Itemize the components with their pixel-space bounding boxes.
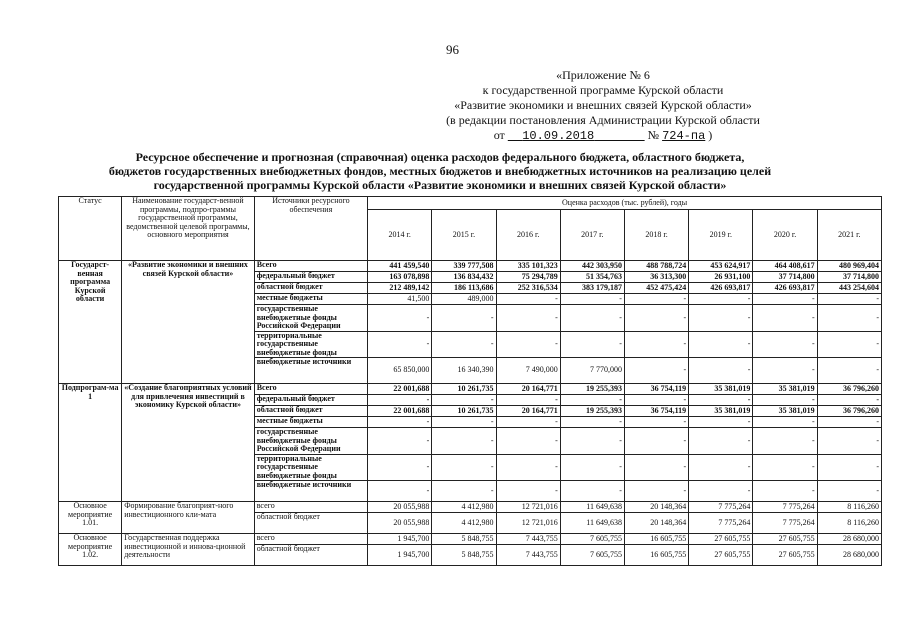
heading-line-2: бюджетов государственных внебюджетных фондов, местных бюджетов и внебюджетных источников на реализацию целей bbox=[108, 164, 772, 178]
value-cell: - bbox=[753, 417, 817, 428]
value-cell: 7 605,755 bbox=[560, 534, 624, 545]
header-year: 2020 г. bbox=[753, 210, 817, 261]
source-cell: территориальные государственные внебюджетные фонды bbox=[254, 331, 367, 358]
value-cell: - bbox=[496, 331, 560, 358]
heading-line-3: государственной программы Курской области «Развитие экономики и внешних связей Курской области» bbox=[153, 178, 727, 192]
appendix-decree-line bbox=[393, 128, 813, 144]
value-cell: - bbox=[432, 331, 496, 358]
value-cell: 16 605,755 bbox=[624, 545, 688, 566]
value-cell: 339 777,508 bbox=[432, 261, 496, 272]
value-cell: 20 055,988 bbox=[368, 502, 432, 513]
row-name: «Создание благоприятных условий для привлечения инвестиций в экономику Курской области» bbox=[122, 384, 254, 502]
row-name: Государственная поддержка инвестиционной и иннова-ционной деятельности bbox=[122, 534, 254, 566]
value-cell: - bbox=[689, 395, 753, 406]
value-cell: 16 605,755 bbox=[624, 534, 688, 545]
source-cell: внебюджетные источники bbox=[254, 481, 367, 502]
value-cell: 7 443,755 bbox=[496, 534, 560, 545]
value-cell: 20 148,364 bbox=[624, 502, 688, 513]
table-row bbox=[59, 502, 882, 513]
value-cell: 12 721,016 bbox=[496, 502, 560, 513]
source-cell: федеральный бюджет bbox=[254, 272, 367, 283]
appendix-line-2: к государственной программе Курской области bbox=[482, 83, 724, 97]
value-cell: - bbox=[817, 454, 881, 481]
value-cell: 480 969,404 bbox=[817, 261, 881, 272]
source-cell: всего bbox=[254, 502, 367, 513]
value-cell: 426 693,817 bbox=[753, 283, 817, 294]
header-year: 2014 г. bbox=[368, 210, 432, 261]
value-cell: 35 381,019 bbox=[753, 384, 817, 395]
value-cell: - bbox=[817, 428, 881, 455]
from-label: от bbox=[493, 128, 505, 142]
source-cell: всего bbox=[254, 534, 367, 545]
value-cell: 452 475,424 bbox=[624, 283, 688, 294]
value-cell: - bbox=[624, 305, 688, 332]
value-cell: - bbox=[432, 395, 496, 406]
document-heading bbox=[60, 150, 820, 192]
value-cell: 35 381,019 bbox=[753, 406, 817, 417]
value-cell: 4 412,980 bbox=[432, 502, 496, 513]
value-cell: 36 313,300 bbox=[624, 272, 688, 283]
value-cell: - bbox=[560, 481, 624, 502]
value-cell: - bbox=[496, 454, 560, 481]
header-year: 2021 г. bbox=[817, 210, 881, 261]
value-cell: - bbox=[689, 294, 753, 305]
value-cell: 7 770,000 bbox=[560, 358, 624, 384]
value-cell: - bbox=[368, 417, 432, 428]
value-cell: - bbox=[560, 417, 624, 428]
value-cell: - bbox=[432, 481, 496, 502]
value-cell: 4 412,980 bbox=[432, 513, 496, 534]
value-cell: 11 649,638 bbox=[560, 502, 624, 513]
value-cell: 12 721,016 bbox=[496, 513, 560, 534]
value-cell: 35 381,019 bbox=[689, 384, 753, 395]
value-cell: - bbox=[368, 395, 432, 406]
value-cell: - bbox=[624, 294, 688, 305]
value-cell: 27 605,755 bbox=[753, 534, 817, 545]
value-cell: 8 116,260 bbox=[817, 513, 881, 534]
value-cell: 26 931,100 bbox=[689, 272, 753, 283]
value-cell: - bbox=[496, 294, 560, 305]
value-cell: - bbox=[753, 481, 817, 502]
value-cell: 1 945,700 bbox=[368, 534, 432, 545]
resource-table bbox=[58, 196, 882, 566]
value-cell: - bbox=[817, 294, 881, 305]
value-cell: - bbox=[560, 331, 624, 358]
decree-close: ) bbox=[708, 128, 713, 142]
value-cell: 10 261,735 bbox=[432, 384, 496, 395]
header-year: 2016 г. bbox=[496, 210, 560, 261]
value-cell: 335 101,323 bbox=[496, 261, 560, 272]
value-cell: - bbox=[624, 417, 688, 428]
value-cell: 22 001,688 bbox=[368, 384, 432, 395]
value-cell: 489,000 bbox=[432, 294, 496, 305]
value-cell: - bbox=[817, 481, 881, 502]
value-cell: 20 164,771 bbox=[496, 406, 560, 417]
value-cell: 136 834,432 bbox=[432, 272, 496, 283]
value-cell: - bbox=[432, 428, 496, 455]
value-cell: 7 605,755 bbox=[560, 545, 624, 566]
value-cell: 27 605,755 bbox=[689, 534, 753, 545]
value-cell: - bbox=[753, 358, 817, 384]
value-cell: 20 055,988 bbox=[368, 513, 432, 534]
value-cell: - bbox=[817, 395, 881, 406]
source-cell: Всего bbox=[254, 384, 367, 395]
value-cell: 11 649,638 bbox=[560, 513, 624, 534]
value-cell: 75 294,789 bbox=[496, 272, 560, 283]
value-cell: 7 775,264 bbox=[753, 502, 817, 513]
value-cell: 5 848,755 bbox=[432, 545, 496, 566]
value-cell: 443 254,604 bbox=[817, 283, 881, 294]
value-cell: - bbox=[817, 305, 881, 332]
value-cell: 19 255,393 bbox=[560, 406, 624, 417]
value-cell: 27 605,755 bbox=[689, 545, 753, 566]
value-cell: - bbox=[753, 305, 817, 332]
row-status: Государст-венная программа Курской области bbox=[59, 261, 122, 384]
value-cell: 426 693,817 bbox=[689, 283, 753, 294]
value-cell: 442 303,950 bbox=[560, 261, 624, 272]
value-cell: 5 848,755 bbox=[432, 534, 496, 545]
source-cell: федеральный бюджет bbox=[254, 395, 367, 406]
value-cell: 41,500 bbox=[368, 294, 432, 305]
value-cell: 35 381,019 bbox=[689, 406, 753, 417]
source-cell: территориальные государственные внебюджетные фонды bbox=[254, 454, 367, 481]
value-cell: 36 754,119 bbox=[624, 384, 688, 395]
value-cell: - bbox=[753, 331, 817, 358]
header-year: 2018 г. bbox=[624, 210, 688, 261]
value-cell: - bbox=[496, 417, 560, 428]
value-cell: - bbox=[496, 305, 560, 332]
decree-date: 10.09.2018 bbox=[522, 129, 595, 143]
value-cell: 27 605,755 bbox=[753, 545, 817, 566]
appendix-block bbox=[393, 68, 813, 144]
appendix-line-3: «Развитие экономики и внешних связей Курской области» bbox=[454, 98, 752, 112]
value-cell: 16 340,390 bbox=[432, 358, 496, 384]
header-year: 2017 г. bbox=[560, 210, 624, 261]
value-cell: 36 796,260 bbox=[817, 384, 881, 395]
row-status: Основное мероприятие 1.01. bbox=[59, 502, 122, 534]
value-cell: - bbox=[689, 481, 753, 502]
value-cell: 212 489,142 bbox=[368, 283, 432, 294]
value-cell: 7 443,755 bbox=[496, 545, 560, 566]
table-row bbox=[59, 261, 882, 272]
value-cell: 20 164,771 bbox=[496, 384, 560, 395]
value-cell: 36 754,119 bbox=[624, 406, 688, 417]
appendix-line-4: (в редакции постановления Администрации Курской области bbox=[446, 113, 760, 127]
value-cell: - bbox=[624, 395, 688, 406]
decree-number: 724-па bbox=[662, 129, 706, 143]
value-cell: 51 354,763 bbox=[560, 272, 624, 283]
table-row bbox=[59, 384, 882, 395]
value-cell: 252 316,534 bbox=[496, 283, 560, 294]
value-cell: 28 680,000 bbox=[817, 534, 881, 545]
value-cell: - bbox=[624, 454, 688, 481]
value-cell: - bbox=[753, 294, 817, 305]
value-cell: 7 775,264 bbox=[753, 513, 817, 534]
value-cell: - bbox=[432, 417, 496, 428]
value-cell: 22 001,688 bbox=[368, 406, 432, 417]
value-cell: - bbox=[624, 481, 688, 502]
heading-line-1: Ресурсное обеспечение и прогнозная (справочная) оценка расходов федерального бюджета, областного бюджета, bbox=[135, 150, 745, 164]
value-cell: 488 788,724 bbox=[624, 261, 688, 272]
source-cell: областной бюджет bbox=[254, 283, 367, 294]
value-cell: 36 796,260 bbox=[817, 406, 881, 417]
header-status: Статус bbox=[59, 197, 122, 261]
value-cell: - bbox=[432, 305, 496, 332]
row-name: «Развитие экономики и внешних связей Курской области» bbox=[122, 261, 254, 384]
source-cell: государственные внебюджетные фонды Российской Федерации bbox=[254, 305, 367, 332]
value-cell: - bbox=[689, 358, 753, 384]
source-cell: внебюджетные источники bbox=[254, 358, 367, 384]
value-cell: - bbox=[753, 454, 817, 481]
value-cell: 19 255,393 bbox=[560, 384, 624, 395]
header-year: 2019 г. bbox=[689, 210, 753, 261]
value-cell: - bbox=[560, 428, 624, 455]
header-year: 2015 г. bbox=[432, 210, 496, 261]
value-cell: - bbox=[624, 428, 688, 455]
value-cell: - bbox=[560, 454, 624, 481]
value-cell: 7 775,264 bbox=[689, 502, 753, 513]
value-cell: 7 775,264 bbox=[689, 513, 753, 534]
value-cell: - bbox=[624, 358, 688, 384]
appendix-title: «Приложение № 6 bbox=[556, 68, 650, 82]
header-row-1 bbox=[59, 197, 882, 210]
row-name: Формирование благоприят-ного инвестиционного кли-мата bbox=[122, 502, 254, 534]
value-cell: - bbox=[689, 454, 753, 481]
value-cell: 464 408,617 bbox=[753, 261, 817, 272]
value-cell: - bbox=[560, 305, 624, 332]
header-estimate: Оценка расходов (тыс. рублей), годы bbox=[368, 197, 882, 210]
value-cell: - bbox=[689, 417, 753, 428]
value-cell: - bbox=[368, 331, 432, 358]
value-cell: - bbox=[560, 294, 624, 305]
header-source: Источники ресурсного обеспечения bbox=[254, 197, 367, 261]
value-cell: 1 945,700 bbox=[368, 545, 432, 566]
value-cell: 20 148,364 bbox=[624, 513, 688, 534]
value-cell: - bbox=[753, 395, 817, 406]
value-cell: - bbox=[817, 358, 881, 384]
value-cell: - bbox=[368, 305, 432, 332]
number-label: № bbox=[647, 128, 660, 142]
value-cell: 453 624,917 bbox=[689, 261, 753, 272]
value-cell: - bbox=[560, 395, 624, 406]
value-cell: - bbox=[496, 428, 560, 455]
value-cell: - bbox=[496, 395, 560, 406]
value-cell: 10 261,735 bbox=[432, 406, 496, 417]
value-cell: - bbox=[817, 417, 881, 428]
header-name: Наименование государст-венной программы, подпро-граммы государственной программы, ведомственной целевой программы, основного мероприятия bbox=[122, 197, 254, 261]
value-cell: - bbox=[496, 481, 560, 502]
source-cell: государственные внебюджетные фонды Российской Федерации bbox=[254, 428, 367, 455]
source-cell: областной бюджет bbox=[254, 545, 367, 566]
value-cell: 7 490,000 bbox=[496, 358, 560, 384]
source-cell: областной бюджет bbox=[254, 406, 367, 417]
value-cell: 186 113,686 bbox=[432, 283, 496, 294]
source-cell: областной бюджет bbox=[254, 513, 367, 534]
value-cell: - bbox=[368, 454, 432, 481]
value-cell: - bbox=[689, 305, 753, 332]
source-cell: местные бюджеты bbox=[254, 417, 367, 428]
value-cell: 8 116,260 bbox=[817, 502, 881, 513]
source-cell: Всего bbox=[254, 261, 367, 272]
value-cell: 37 714,800 bbox=[753, 272, 817, 283]
value-cell: 65 850,000 bbox=[368, 358, 432, 384]
source-cell: местные бюджеты bbox=[254, 294, 367, 305]
row-status: Подпрограм-ма 1 bbox=[59, 384, 122, 502]
value-cell: - bbox=[753, 428, 817, 455]
value-cell: - bbox=[689, 428, 753, 455]
value-cell: 28 680,000 bbox=[817, 545, 881, 566]
value-cell: 163 078,898 bbox=[368, 272, 432, 283]
value-cell: - bbox=[624, 331, 688, 358]
value-cell: 383 179,187 bbox=[560, 283, 624, 294]
table-row bbox=[59, 534, 882, 545]
value-cell: 37 714,800 bbox=[817, 272, 881, 283]
value-cell: 441 459,540 bbox=[368, 261, 432, 272]
value-cell: - bbox=[432, 454, 496, 481]
row-status: Основное мероприятие 1.02. bbox=[59, 534, 122, 566]
value-cell: - bbox=[689, 331, 753, 358]
value-cell: - bbox=[817, 331, 881, 358]
page-number: 96 bbox=[446, 42, 459, 57]
value-cell: - bbox=[368, 428, 432, 455]
value-cell: - bbox=[368, 481, 432, 502]
